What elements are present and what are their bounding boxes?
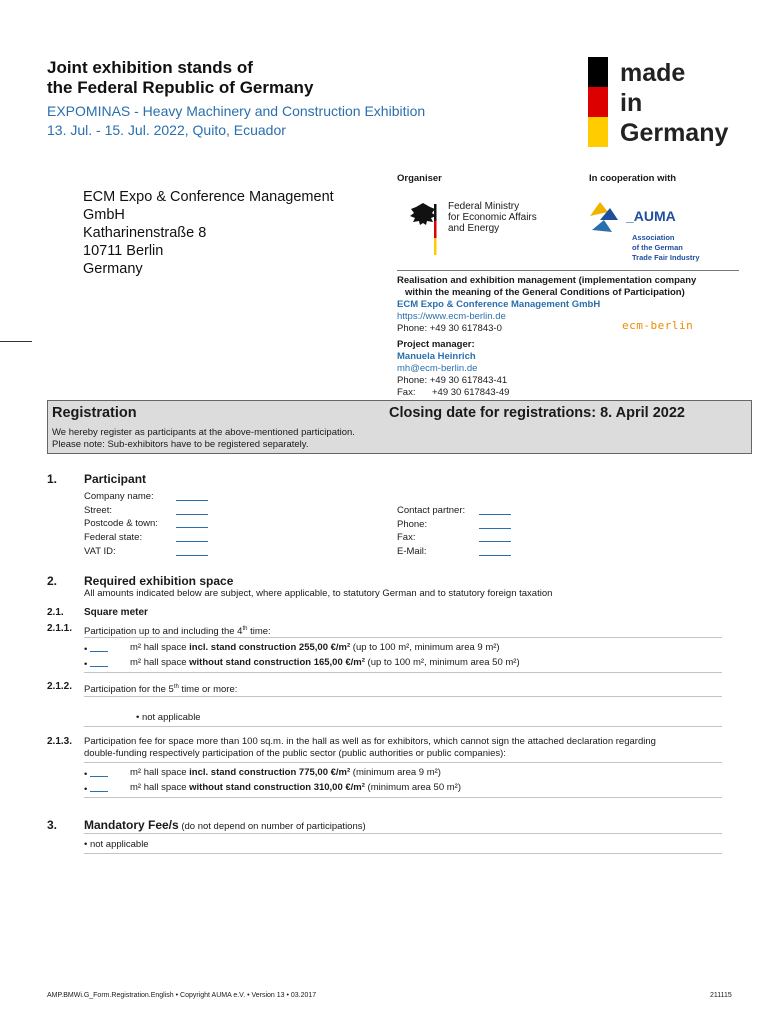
divider	[84, 853, 722, 854]
section-2-1-3-number: 2.1.3.	[47, 736, 73, 747]
realisation-divider	[397, 270, 739, 271]
event-dates: 13. Jul. - 15. Jul. 2022, Quito, Ecuador	[47, 122, 286, 138]
section-3-not-applicable: • not applicable	[84, 839, 149, 850]
title-line-1: Joint exhibition stands of	[47, 58, 253, 77]
event-name: EXPOMINAS - Heavy Machinery and Construction Exhibition	[47, 103, 426, 119]
auma-logo-icon	[588, 198, 628, 236]
option-213-row-1-text: m² hall space incl. stand construction 775,00 €/m² (minimum area 9 m²)	[130, 767, 441, 778]
divider	[84, 672, 722, 673]
realisation-phone: Phone: +49 30 617843-0	[397, 323, 502, 334]
closing-date: Closing date for registrations: 8. April 2022	[389, 405, 685, 421]
footer-left: AMP.BMWi.G_Form.Registration.English • Copyright AUMA e.V. • Version 13 • 03.2017	[47, 992, 317, 999]
option-211-row-2-text: m² hall space without stand construction 165,00 €/m² (up to 100 m², minimum area 50 m²)	[130, 657, 520, 668]
project-manager-label: Project manager:	[397, 339, 475, 350]
qty-213-incl-field[interactable]	[90, 767, 108, 777]
auma-tagline: Association of the German Trade Fair Industry	[632, 233, 700, 262]
title-line-2: the Federal Republic of Germany	[47, 78, 314, 97]
federal-eagle-icon	[408, 200, 438, 258]
registration-text-1: We hereby register as participants at the above-mentioned participation.	[52, 427, 355, 438]
postcode-town-field[interactable]	[176, 518, 208, 528]
fold-mark	[0, 341, 32, 342]
realisation-company: ECM Expo & Conference Management GmbH	[397, 299, 601, 310]
realisation-url[interactable]: https://www.ecm-berlin.de	[397, 311, 506, 322]
flag-gold-bar	[588, 117, 608, 147]
option-211-row-1: •	[84, 642, 108, 656]
divider	[84, 637, 722, 638]
organiser-address: ECM Expo & Conference Management GmbH Katharinenstraße 8 10711 Berlin Germany	[83, 189, 334, 277]
cooperation-label: In cooperation with	[589, 173, 677, 184]
made-in-germany-logo: made in Germany	[620, 59, 729, 147]
vat-id-field[interactable]	[176, 546, 208, 556]
project-manager-phone: Phone: +49 30 617843-41	[397, 375, 508, 386]
project-manager-email[interactable]: mh@ecm-berlin.de	[397, 363, 478, 374]
qty-211-incl-field[interactable]	[90, 642, 108, 652]
section-2-1-1-text: Participation up to and including the 4th time:	[84, 626, 271, 638]
section-3-number: 3.	[47, 818, 58, 832]
divider	[84, 833, 722, 834]
option-211-row-1-text: m² hall space incl. stand construction 255,00 €/m² (up to 100 m², minimum area 9 m²)	[130, 642, 500, 653]
realisation-heading-1: Realisation and exhibition management (implementation company	[397, 275, 697, 286]
street-field[interactable]	[176, 505, 208, 515]
option-213-row-1: •	[84, 767, 108, 781]
section-2-1-2-number: 2.1.2.	[47, 681, 73, 692]
section-2-1-2-text: Participation for the 5th time or more:	[84, 684, 238, 696]
flag-black-bar	[588, 57, 608, 87]
section-2-1-title: Square meter	[84, 607, 148, 618]
participant-right-fields[interactable]	[479, 504, 511, 559]
section-2-1-1-number: 2.1.1.	[47, 623, 73, 634]
email-field[interactable]	[479, 546, 511, 556]
federal-state-field[interactable]	[176, 532, 208, 542]
contact-partner-field[interactable]	[479, 505, 511, 515]
organiser-label: Organiser	[397, 173, 442, 184]
qty-211-without-field[interactable]	[90, 657, 108, 667]
section-2-1-2-not-applicable: • not applicable	[136, 712, 201, 723]
divider	[84, 696, 722, 697]
divider	[84, 726, 722, 727]
section-3-title: Mandatory Fee/s (do not depend on number of participations)	[84, 818, 366, 832]
section-2-1-3-text-1: Participation fee for space more than 100 sq.m. in the hall as well as for exhibitors, which cannot sign the attached declaration regarding	[84, 736, 656, 747]
auma-name: _AUMA	[626, 208, 676, 224]
ministry-name: Federal Ministry for Economic Affairs and Energy	[448, 201, 537, 234]
option-213-row-2: •	[84, 782, 108, 796]
divider	[84, 762, 722, 763]
qty-213-without-field[interactable]	[90, 782, 108, 792]
project-manager-fax: +49 30 617843-49	[432, 387, 510, 398]
project-manager-name: Manuela Heinrich	[397, 351, 476, 362]
section-2-title: Required exhibition space	[84, 574, 234, 588]
project-manager-fax-label: Fax:	[397, 387, 416, 398]
section-2-note: All amounts indicated below are subject, where applicable, to statutory German and to statutory foreign taxation	[84, 588, 553, 599]
ecm-berlin-logo: ecm-berlin	[622, 319, 694, 332]
company-name-field[interactable]	[176, 491, 208, 501]
section-2-number: 2.	[47, 574, 58, 588]
participant-left-fields[interactable]	[176, 490, 208, 559]
section-2-1-3-text-2: double-funding respectively participation of the public sector (public authorities or public companies):	[84, 748, 506, 759]
registration-title: Registration	[52, 405, 137, 421]
option-211-row-2: •	[84, 657, 108, 671]
participant-left-labels: Company name: Street: Postcode & town: Federal state: VAT ID:	[84, 491, 158, 557]
divider	[84, 797, 722, 798]
option-213-row-2-text: m² hall space without stand construction 310,00 €/m² (minimum area 50 m²)	[130, 782, 461, 793]
realisation-heading-2: within the meaning of the General Conditions of Participation)	[405, 287, 685, 298]
registration-text-2: Please note: Sub-exhibitors have to be registered separately.	[52, 439, 309, 450]
participant-right-labels: Contact partner: Phone: Fax: E-Mail:	[397, 505, 466, 558]
section-1-number: 1.	[47, 472, 58, 486]
footer-right: 211115	[710, 992, 732, 999]
phone-field[interactable]	[479, 519, 511, 529]
section-2-1-number: 2.1.	[47, 607, 64, 618]
flag-red-bar	[588, 87, 608, 117]
section-1-title: Participant	[84, 472, 147, 486]
fax-field[interactable]	[479, 532, 511, 542]
